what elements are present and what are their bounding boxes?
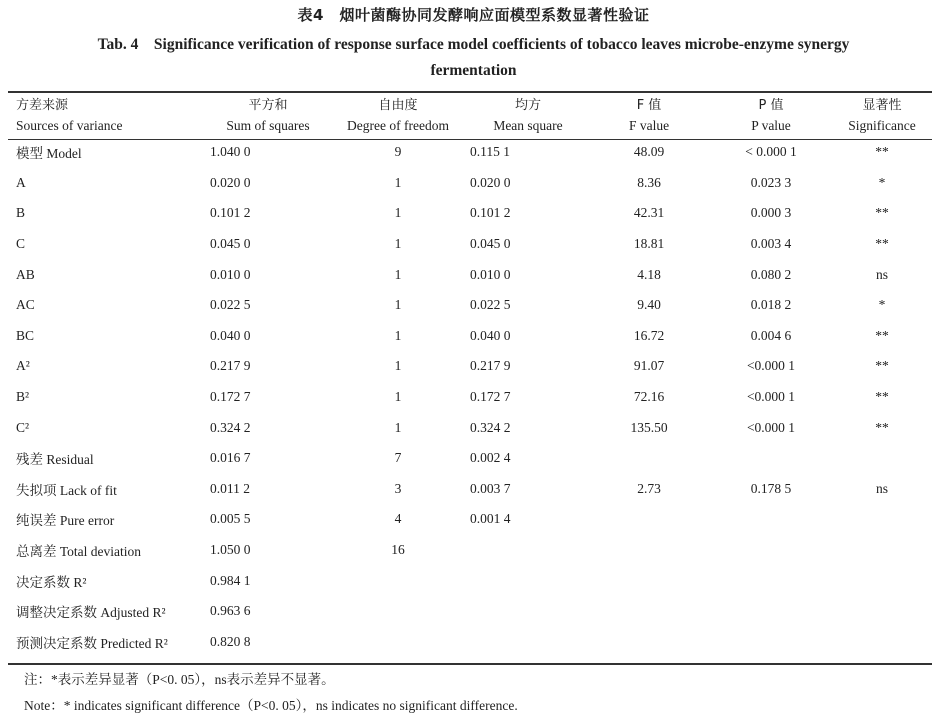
- table-header-row: [8, 93, 932, 137]
- cell-f-value: 18.81: [633, 236, 665, 252]
- table-row: [8, 596, 932, 627]
- bottom-rule: [8, 663, 932, 665]
- header-p-value: [710, 93, 832, 137]
- cell-source: C²: [16, 419, 30, 435]
- table-row: [8, 198, 932, 229]
- cell-mean-square: 0.217 9: [470, 358, 511, 374]
- table-row: [8, 535, 932, 566]
- cell-mean-square: [468, 565, 588, 596]
- cell-sum-of-squares: 0.172 7: [210, 389, 251, 405]
- cell-df: 1: [394, 389, 402, 405]
- cell-mean-square: 0.040 0: [470, 327, 511, 343]
- cell-mean-square: 0.172 7: [470, 389, 511, 405]
- cell-p-value: <0.000 1: [746, 389, 796, 405]
- table-title-cn: 表4 烟叶菌酶协同发酵响应面模型系数显著性验证: [297, 6, 650, 24]
- table-row: [8, 565, 932, 596]
- header-source: [8, 93, 208, 137]
- cell-df: 7: [394, 450, 402, 466]
- cell-f-value: 135.50: [630, 419, 668, 435]
- cell-sum-of-squares: 0.984 1: [210, 572, 251, 588]
- header-f-value-en: F value: [628, 117, 670, 133]
- cell-mean-square: 0.022 5: [470, 297, 511, 313]
- cell-df: 16: [391, 542, 405, 558]
- cell-significance: [832, 504, 932, 535]
- cell-significance: ns: [875, 480, 888, 496]
- cell-significance: [832, 627, 932, 658]
- cell-significance: [832, 443, 932, 474]
- cell-mean-square: 0.002 4: [470, 450, 511, 466]
- cell-df: 1: [394, 236, 402, 252]
- table-title-en: [40, 32, 907, 84]
- cell-mean-square: [468, 627, 588, 658]
- cell-p-value: < 0.000 1: [745, 144, 797, 160]
- cell-significance: **: [875, 327, 889, 343]
- cell-p-value: [710, 443, 832, 474]
- cell-significance: **: [875, 389, 889, 405]
- cell-mean-square: 0.010 0: [470, 266, 511, 282]
- footnote-cn: 注：*表示差异显著（P<0. 05），ns表示差异不显著。: [24, 672, 335, 687]
- cell-sum-of-squares: 0.040 0: [210, 327, 251, 343]
- cell-source: A²: [16, 358, 30, 374]
- cell-source: 残差 Residual: [16, 452, 94, 468]
- table-row: [8, 504, 932, 535]
- table-row: [8, 382, 932, 413]
- cell-significance: *: [878, 174, 886, 190]
- cell-significance: **: [875, 419, 889, 435]
- cell-source: AC: [16, 297, 35, 313]
- cell-df: 1: [394, 266, 402, 282]
- cell-sum-of-squares: 0.217 9: [210, 358, 251, 374]
- header-significance-cn: 显著性: [862, 97, 902, 113]
- cell-p-value: <0.000 1: [746, 358, 796, 374]
- cell-p-value: [710, 565, 832, 596]
- cell-sum-of-squares: 0.963 6: [210, 603, 251, 619]
- cell-df: 1: [394, 358, 402, 374]
- cell-sum-of-squares: 0.020 0: [210, 174, 251, 190]
- cell-source: 调整决定系数 Adjusted R²: [16, 605, 166, 621]
- cell-p-value: [710, 535, 832, 566]
- header-mean-square: [468, 93, 588, 137]
- header-mean-square-cn: 均方: [514, 97, 541, 113]
- cell-sum-of-squares: 0.324 2: [210, 419, 251, 435]
- cell-sum-of-squares: 0.005 5: [210, 511, 251, 527]
- header-source-cn: 方差来源: [16, 97, 69, 113]
- cell-source: B: [16, 205, 26, 221]
- cell-source: AB: [16, 266, 35, 282]
- cell-significance: [832, 596, 932, 627]
- cell-df: 1: [394, 174, 402, 190]
- cell-df: [328, 627, 468, 658]
- header-mean-square-en: Mean square: [493, 117, 563, 133]
- cell-mean-square: 0.020 0: [470, 174, 511, 190]
- cell-source: A: [16, 174, 26, 190]
- cell-p-value: 0.000 3: [750, 205, 792, 221]
- cell-f-value: 48.09: [633, 144, 665, 160]
- cell-df: 1: [394, 419, 402, 435]
- cell-p-value: 0.018 2: [750, 297, 792, 313]
- cell-p-value: <0.000 1: [746, 419, 796, 435]
- table-row: [8, 474, 932, 505]
- cell-sum-of-squares: 0.820 8: [210, 633, 251, 649]
- cell-sum-of-squares: 0.101 2: [210, 205, 251, 221]
- cell-f-value: 9.40: [637, 297, 661, 313]
- cell-sum-of-squares: 0.011 2: [210, 480, 250, 496]
- cell-df: 1: [394, 297, 402, 313]
- header-sum-of-squares-cn: 平方和: [248, 97, 288, 113]
- table-row: [8, 259, 932, 290]
- cell-sum-of-squares: 0.022 5: [210, 297, 251, 313]
- cell-p-value: [710, 627, 832, 658]
- header-sum-of-squares: [208, 93, 328, 137]
- cell-significance: **: [875, 144, 889, 160]
- header-degree-of-freedom-cn: 自由度: [378, 97, 418, 113]
- table-row: [8, 351, 932, 382]
- cell-mean-square: 0.324 2: [470, 419, 511, 435]
- cell-significance: ns: [875, 266, 888, 282]
- cell-p-value: 0.023 3: [750, 174, 792, 190]
- header-p-value-cn: P 值: [758, 97, 784, 113]
- cell-significance: [832, 565, 932, 596]
- cell-mean-square: 0.003 7: [470, 480, 511, 496]
- cell-significance: **: [875, 236, 889, 252]
- cell-df: 4: [394, 511, 402, 527]
- cell-significance: **: [875, 205, 889, 221]
- header-degree-of-freedom: [328, 93, 468, 137]
- cell-significance: [832, 535, 932, 566]
- cell-significance: *: [878, 297, 886, 313]
- cell-f-value: 8.36: [637, 174, 661, 190]
- cell-f-value: 91.07: [633, 358, 665, 374]
- cell-source: 决定系数 R²: [16, 574, 87, 590]
- cell-sum-of-squares: 0.045 0: [210, 236, 251, 252]
- table-body: [8, 137, 932, 657]
- cell-source: 模型 Model: [16, 146, 82, 162]
- cell-f-value: [588, 504, 710, 535]
- table-row: [8, 627, 932, 658]
- table-row: [8, 229, 932, 260]
- cell-source: C: [16, 236, 26, 252]
- cell-f-value: [588, 535, 710, 566]
- cell-source: 预测决定系数 Predicted R²: [16, 635, 168, 651]
- header-source-en: Sources of variance: [16, 117, 123, 133]
- cell-f-value: 16.72: [633, 327, 665, 343]
- header-significance-en: Significance: [848, 117, 916, 133]
- cell-sum-of-squares: 0.010 0: [210, 266, 251, 282]
- cell-sum-of-squares: 0.016 7: [210, 450, 251, 466]
- cell-p-value: [710, 504, 832, 535]
- cell-source: B²: [16, 389, 30, 405]
- table-title-en-line1: Tab. 4 Significance verification of response surface model coefficients of tobacco leaves microbe-enzyme synergy: [97, 36, 850, 53]
- table-row: [8, 412, 932, 443]
- cell-source: BC: [16, 327, 35, 343]
- table-row: [8, 168, 932, 199]
- cell-source: 失拟项 Lack of fit: [16, 482, 117, 498]
- cell-df: 9: [394, 144, 402, 160]
- cell-mean-square: 0.115 1: [470, 144, 510, 160]
- cell-significance: **: [875, 358, 889, 374]
- header-p-value-en: P value: [751, 117, 791, 133]
- cell-df: [328, 596, 468, 627]
- table-row: [8, 443, 932, 474]
- cell-mean-square: [468, 596, 588, 627]
- table-row: [8, 290, 932, 321]
- cell-f-value: [588, 596, 710, 627]
- header-sum-of-squares-en: Sum of squares: [226, 117, 310, 133]
- cell-df: [328, 565, 468, 596]
- anova-table: [8, 93, 932, 657]
- cell-sum-of-squares: 1.040 0: [210, 144, 251, 160]
- cell-p-value: 0.003 4: [750, 236, 792, 252]
- cell-p-value: [710, 596, 832, 627]
- header-degree-of-freedom-en: Degree of freedom: [347, 117, 449, 133]
- cell-mean-square: 0.045 0: [470, 236, 511, 252]
- cell-df: 1: [394, 327, 402, 343]
- cell-f-value: [588, 443, 710, 474]
- cell-p-value: 0.178 5: [750, 480, 792, 496]
- header-f-value: [588, 93, 710, 137]
- cell-p-value: 0.004 6: [750, 327, 792, 343]
- cell-sum-of-squares: 1.050 0: [210, 542, 251, 558]
- cell-source: 总离差 Total deviation: [16, 544, 142, 560]
- cell-mean-square: 0.001 4: [470, 511, 511, 527]
- cell-df: 1: [394, 205, 402, 221]
- cell-mean-square: [468, 535, 588, 566]
- cell-df: 3: [394, 480, 402, 496]
- header-f-value-cn: F 值: [636, 97, 662, 113]
- cell-f-value: [588, 565, 710, 596]
- table-row: [8, 321, 932, 352]
- cell-f-value: 42.31: [633, 205, 665, 221]
- cell-f-value: 2.73: [637, 480, 661, 496]
- cell-f-value: 72.16: [633, 389, 665, 405]
- cell-f-value: 4.18: [637, 266, 661, 282]
- table-title-en-line2: fermentation: [430, 62, 517, 79]
- header-significance: [832, 93, 932, 137]
- cell-f-value: [588, 627, 710, 658]
- footnote-en: Note：* indicates significant difference（P<0. 05），ns indicates no significant difference.: [24, 698, 518, 713]
- cell-p-value: 0.080 2: [750, 266, 792, 282]
- cell-source: 纯误差 Pure error: [16, 513, 115, 529]
- cell-mean-square: 0.101 2: [470, 205, 511, 221]
- table-row: [8, 137, 932, 168]
